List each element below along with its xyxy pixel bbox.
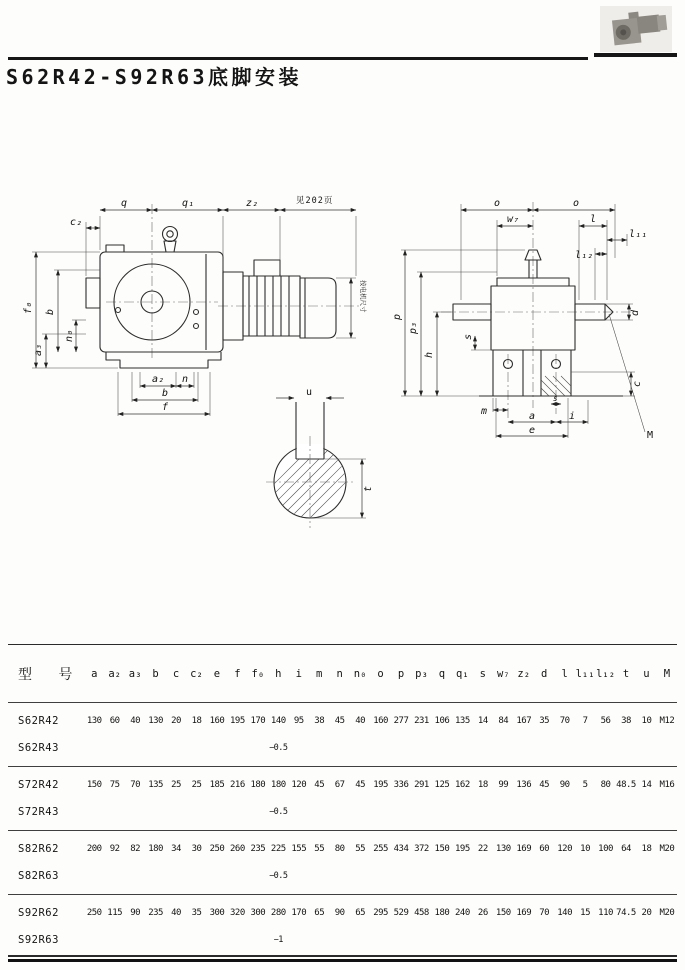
- table-bottom-rule: [8, 955, 677, 962]
- table-cell: 99: [498, 779, 509, 790]
- table-cell: 22: [477, 843, 488, 854]
- table-cell: M16: [659, 779, 675, 790]
- table-cell: M20: [659, 907, 675, 918]
- table-cell: 82: [130, 843, 141, 854]
- table-cell: 95: [293, 715, 304, 726]
- table-cell: 70: [130, 779, 141, 790]
- table-cell: 434: [393, 843, 409, 854]
- table-cell: 250: [86, 907, 102, 918]
- dim-label-d: d: [630, 309, 641, 316]
- column-header: l₁₁: [575, 667, 595, 680]
- table-cell: 136: [516, 779, 532, 790]
- table-cell: 25: [171, 779, 181, 790]
- dim-label-b-left: b: [45, 308, 56, 315]
- table-row-group: [8, 830, 677, 894]
- table-cell: 40: [355, 715, 366, 726]
- model-cell: S82R63: [18, 869, 59, 882]
- table-cell: 120: [557, 843, 573, 854]
- table-cell: 20: [171, 715, 181, 726]
- table-cell: 195: [455, 843, 470, 854]
- dim-label-q: q: [121, 198, 128, 209]
- table-cell: 80: [600, 779, 611, 790]
- table-cell: 55: [314, 843, 325, 854]
- table-cell: 235: [148, 907, 163, 918]
- table-row: [8, 862, 677, 889]
- table-cell: 235: [250, 843, 266, 854]
- table-cell: 160: [373, 715, 388, 726]
- table-cell: 10: [580, 843, 591, 854]
- table-cell: 45: [539, 779, 550, 790]
- spec-table: [8, 644, 677, 958]
- dim-label-p3: p₃: [408, 321, 419, 334]
- table-row: [8, 926, 677, 953]
- table-cell: 40: [130, 715, 141, 726]
- table-cell: 372: [414, 843, 429, 854]
- table-cell: 60: [539, 843, 550, 854]
- dim-label-e: e: [529, 425, 536, 436]
- dim-label-a: a: [529, 411, 536, 422]
- table-cell: 60: [109, 715, 120, 726]
- column-header: l₁₂: [596, 667, 616, 680]
- header-rule-right: [594, 53, 677, 57]
- dim-label-a3: a₃: [33, 343, 44, 356]
- table-row-group: [8, 766, 677, 830]
- table-cell: 320: [230, 907, 245, 918]
- table-cell: 216: [230, 779, 245, 790]
- column-header: e: [213, 667, 221, 680]
- dim-label-t: t: [363, 485, 374, 492]
- table-cell: −1: [273, 934, 283, 945]
- table-cell: 170: [250, 715, 266, 726]
- table-cell: 38: [314, 715, 325, 726]
- table-cell: 160: [209, 715, 225, 726]
- gearbox-outline: [86, 227, 223, 369]
- table-cell: 291: [414, 779, 429, 790]
- column-header: i: [295, 667, 302, 680]
- column-header: m: [316, 667, 323, 680]
- table-cell: 115: [107, 907, 123, 918]
- column-header: b: [152, 667, 159, 680]
- table-cell: 84: [498, 715, 509, 726]
- table-cell: 25: [191, 779, 202, 790]
- table-cell: 150: [434, 843, 450, 854]
- table-cell: 195: [373, 779, 388, 790]
- table-cell: 150: [86, 779, 102, 790]
- table-cell: 130: [86, 715, 102, 726]
- table-cell: 65: [355, 907, 366, 918]
- table-cell: 170: [291, 907, 307, 918]
- table-cell: 260: [230, 843, 245, 854]
- table-row: [8, 771, 677, 798]
- table-cell: −0.5: [269, 742, 288, 753]
- column-header: z₂: [517, 667, 531, 680]
- shaft-section-drawing: [240, 386, 386, 534]
- table-cell: 18: [641, 843, 652, 854]
- dim-label-M: M: [647, 430, 654, 441]
- table-cell: 67: [334, 779, 345, 790]
- table-cell: 74.5: [616, 907, 636, 918]
- table-cell: 110: [598, 907, 613, 918]
- dim-label-z2: z₂: [246, 198, 259, 209]
- table-cell: 195: [230, 715, 245, 726]
- dim-label-c: c: [632, 380, 643, 387]
- table-cell: 180: [148, 843, 163, 854]
- dim-label-u: u: [306, 387, 313, 398]
- table-row: [8, 734, 677, 761]
- table-cell: 80: [334, 843, 345, 854]
- table-cell: 167: [516, 715, 532, 726]
- dim-label-o-right: o: [573, 198, 580, 209]
- table-cell: 458: [414, 907, 429, 918]
- table-cell: 180: [434, 907, 450, 918]
- table-row: [8, 798, 677, 825]
- table-cell: 38: [621, 715, 631, 726]
- table-cell: 300: [250, 907, 266, 918]
- table-row: [8, 707, 677, 734]
- column-header: h: [275, 667, 282, 680]
- table-cell: 14: [477, 715, 488, 726]
- table-cell: 135: [455, 715, 470, 726]
- table-cell: 65: [314, 907, 325, 918]
- table-cell: 45: [334, 715, 345, 726]
- table-cell: 90: [130, 907, 141, 918]
- table-cell: 7: [582, 715, 588, 726]
- title-rule: [8, 57, 588, 60]
- column-header: a: [91, 667, 98, 680]
- table-cell: 140: [557, 907, 573, 918]
- table-cell: 45: [314, 779, 325, 790]
- table-cell: 231: [414, 715, 429, 726]
- column-header: t: [622, 667, 630, 680]
- column-header: f: [234, 667, 241, 680]
- column-header: M: [663, 667, 671, 680]
- table-row-group: [8, 702, 677, 766]
- table-cell: 106: [434, 715, 450, 726]
- column-header: n₀: [353, 667, 367, 680]
- table-cell: 90: [559, 779, 570, 790]
- table-cell: 5: [582, 779, 588, 790]
- dim-label-m: m: [481, 406, 488, 417]
- column-header: c: [172, 667, 180, 680]
- table-cell: 169: [516, 843, 532, 854]
- table-cell: 225: [270, 843, 286, 854]
- table-cell: M12: [659, 715, 675, 726]
- table-cell: 92: [109, 843, 120, 854]
- column-header: q₁: [456, 667, 469, 680]
- model-cell: S92R63: [18, 933, 59, 946]
- table-cell: 180: [250, 779, 266, 790]
- dim-label-i: i: [569, 411, 576, 422]
- column-header: o: [377, 667, 384, 680]
- motor-size-note: 按电机尺寸: [359, 280, 367, 313]
- dim-label-l12: l₁₂: [575, 250, 594, 261]
- column-header: q: [438, 667, 446, 680]
- column-header: p₃: [415, 667, 428, 680]
- table-cell: 90: [334, 907, 345, 918]
- column-header: n: [336, 667, 343, 680]
- table-cell: 150: [495, 907, 511, 918]
- dim-label-n0: n₀: [64, 329, 75, 342]
- table-cell: 336: [393, 779, 409, 790]
- model-cell: S82R62: [18, 842, 59, 855]
- model-cell: S62R42: [18, 714, 59, 727]
- table-cell: 250: [209, 843, 225, 854]
- table-cell: 135: [148, 779, 163, 790]
- column-header: c₂: [190, 667, 203, 680]
- table-cell: 162: [455, 779, 470, 790]
- dim-label-s-bottom: s: [553, 394, 558, 403]
- model-header-cell: 型 号: [18, 666, 82, 683]
- dim-label-q1: q₁: [182, 198, 195, 209]
- model-cell: S72R43: [18, 805, 59, 818]
- table-cell: 280: [270, 907, 286, 918]
- table-cell: 200: [86, 843, 102, 854]
- table-cell: 180: [270, 779, 286, 790]
- motor-outline: [223, 260, 336, 340]
- table-cell: 130: [495, 843, 511, 854]
- table-cell: 40: [171, 907, 181, 918]
- table-row: [8, 899, 677, 926]
- table-cell: 240: [455, 907, 470, 918]
- column-header: a₂: [108, 667, 121, 680]
- table-cell: M20: [659, 843, 675, 854]
- table-cell: 295: [373, 907, 388, 918]
- table-cell: 155: [291, 843, 307, 854]
- page-title: S62R42-S92R63底脚安装: [6, 65, 303, 89]
- column-header: u: [643, 667, 650, 680]
- dim-label-b-bottom: b: [162, 388, 169, 399]
- dim-label-h: h: [424, 351, 435, 358]
- table-cell: 277: [393, 715, 409, 726]
- table-cell: 30: [191, 843, 202, 854]
- table-cell: 26: [477, 907, 488, 918]
- model-cell: S92R62: [18, 906, 59, 919]
- table-cell: −0.5: [269, 806, 288, 817]
- table-row: [8, 835, 677, 862]
- table-cell: 45: [355, 779, 366, 790]
- table-cell: 15: [580, 907, 591, 918]
- column-header: l: [561, 667, 568, 680]
- column-header: f₀: [251, 667, 265, 680]
- table-cell: 20: [641, 907, 652, 918]
- table-cell: 18: [477, 779, 488, 790]
- table-cell: 125: [434, 779, 450, 790]
- table-cell: 255: [373, 843, 388, 854]
- table-cell: 75: [109, 779, 120, 790]
- see-page-note: 见202页: [296, 196, 334, 206]
- table-cell: 10: [641, 715, 652, 726]
- table-header-row: [8, 645, 677, 702]
- table-cell: 48.5: [616, 779, 636, 790]
- dim-label-l11: l₁₁: [629, 229, 648, 240]
- table-row-group: [8, 894, 677, 958]
- dim-label-a2: a₂: [152, 374, 165, 385]
- model-cell: S62R43: [18, 741, 59, 754]
- column-header: d: [541, 667, 548, 680]
- table-cell: 55: [355, 843, 366, 854]
- dim-label-f: f: [162, 402, 169, 413]
- table-cell: 300: [209, 907, 225, 918]
- table-cell: −0.5: [269, 870, 288, 881]
- dim-label-c2: c₂: [70, 217, 83, 228]
- model-cell: S72R42: [18, 778, 59, 791]
- table-cell: 100: [598, 843, 613, 854]
- dim-label-f0: f₀: [23, 301, 34, 314]
- dim-label-l: l: [590, 214, 597, 225]
- right-drawing: [383, 188, 683, 450]
- column-header: a₃: [128, 667, 142, 680]
- column-header: w₇: [496, 667, 510, 680]
- table-cell: 120: [291, 779, 307, 790]
- table-cell: 140: [270, 715, 286, 726]
- table-cell: 14: [641, 779, 652, 790]
- table-cell: 185: [209, 779, 225, 790]
- table-cell: 169: [516, 907, 532, 918]
- table-cell: 70: [559, 715, 570, 726]
- table-cell: 18: [191, 715, 202, 726]
- table-cell: 35: [539, 715, 550, 726]
- dim-label-p: p: [392, 313, 403, 320]
- table-cell: 34: [171, 843, 181, 854]
- column-header: s: [479, 667, 486, 680]
- table-cell: 56: [600, 715, 611, 726]
- table-cell: 64: [621, 843, 631, 854]
- dim-label-w7: w₇: [507, 214, 520, 225]
- table-cell: 35: [191, 907, 202, 918]
- dim-label-n: n: [182, 374, 189, 385]
- dim-label-o-left: o: [494, 198, 501, 209]
- product-photo: [600, 6, 672, 52]
- table-cell: 529: [393, 907, 409, 918]
- table-cell: 70: [539, 907, 550, 918]
- column-header: p: [397, 667, 405, 680]
- dim-label-s-left: s: [463, 333, 474, 340]
- table-cell: 130: [148, 715, 163, 726]
